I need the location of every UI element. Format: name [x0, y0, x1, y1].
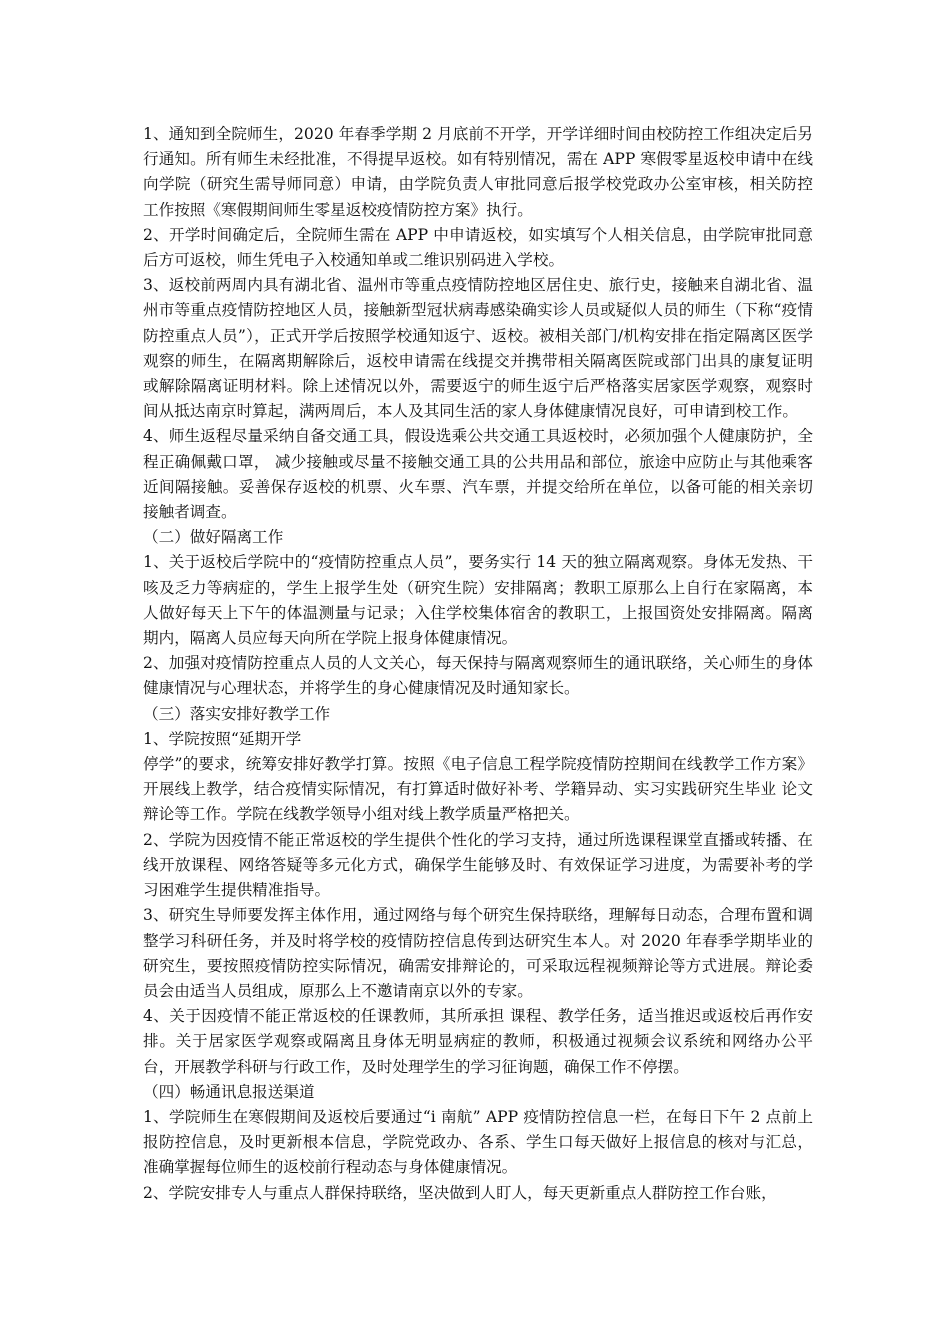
document-body — [143, 122, 813, 1206]
section-heading-isolation: （二）做好隔离工作 — [143, 528, 284, 547]
paragraph-4: 4、师生返程尽量采纳自备交通工具，假设选乘公共交通工具返校时，必须加强个人健康防护，全程正确佩戴口罩， 减少接触或尽量不接触交通工具的公共用品和部位，旅途中应防止与其他乘客近间隔接触。妥善保存返校的机票、火车票、汽车票，并提交给所在单位，以备可能的相关亲切接触者调查。 — [143, 427, 813, 522]
paragraph-teaching-4: 4、关于因疫情不能正常返校的任课教师，其所承担 课程、教学任务，适当推迟或返校后再作安排。关于居家医学观察或隔离且身体无明显病症的教师，积极通过视频会议系统和网络办公平台，开展教学科研与行政工作，及时处理学生的学习征询题，确保工作不停摆。 — [143, 1007, 813, 1076]
paragraph-teaching-2: 2、学院为因疫情不能正常返校的学生提供个性化的学习支持，通过所选课程课堂直播或转播、在线开放课程、网络答疑等多元化方式，确保学生能够及时、有效保证学习进度，为需要补考的学习困难学生提供精准指导。 — [143, 830, 813, 900]
paragraph-isolation-2: 2、加强对疫情防控重点人员的人文关心，每天保持与隔离观察师生的通讯联络，关心师生的身体健康情况与心理状态，并将学生的身心健康情况及时通知家长。 — [143, 654, 813, 698]
paragraph-2: 2、开学时间确定后，全院师生需在 APP 中申请返校，如实填写个人相关信息，由学院审批同意后方可返校，师生凭电子入校通知单或二维识别码进入学校。 — [143, 225, 813, 270]
paragraph-teaching-1b: 停学”的要求，统筹安排好教学打算。按照《电子信息工程学院疫情防控期间在线教学工作方案》开展线上教学，结合疫情实际情况，有打算适时做好补考、学籍异动、实习实践研究生毕业 论文辩论等工作。学院在线教学领导小组对线上教学质量严格把关。 — [143, 755, 813, 824]
paragraph-information-1: 1、学院师生在寒假期间及返校后要通过“i 南航” APP 疫情防控信息一栏，在每日下午 2 点前上报防控信息，及时更新根本信息，学院党政办、各系、学生口每天做好上报信息的核对与汇总， 准确掌握每位师生的返校前行程动态与身体健康情况。 — [143, 1107, 813, 1177]
paragraph-information-2: 2、学院安排专人与重点人群保持联络，坚决做到人盯人，每天更新重点人群防控工作台账， — [143, 1183, 777, 1202]
paragraph-3: 3、返校前两周内具有湖北省、温州市等重点疫情防控地区居住史、旅行史，接触来自湖北省、温州市等重点疫情防控地区人员，接触新型冠状病毒感染确实诊人员或疑似人员的师生（下称“疫情防控重点人员”），正式开学后按照学校通知返宁、返校。被相关部门/机构安排在指定隔离区医学观察的师生，在隔离期解除后，返校申请需在线提交并携带相关隔离医院或部门出具的康复证明或解除隔离证明材料。除上述情况以外，需要返宁的师生返宁后严格落实居家医学观察，观察时间从抵达南京时算起，满两周后，本人及其同生活的家人身体健康情况良好，可申请到校工作。 — [143, 276, 813, 421]
paragraph-teaching-1a: 1、学院按照“延期开学 — [143, 729, 302, 748]
paragraph-1: 1、通知到全院师生，2020 年春季学期 2 月底前不开学，开学详细时间由校防控工作组决定后另行通知。所有师生未经批准，不得提早返校。如有特别情况，需在 APP 寒假零星返校申请中在线向学院（研究生需导师同意）申请，由学院负责人审批同意后报学校党政办公室审核，相关防控工作按照《寒假期间师生零星返校疫情防控方案》执行。 — [143, 125, 813, 219]
paragraph-teaching-3: 3、研究生导师要发挥主体作用，通过网络与每个研究生保持联络，理解每日动态，合理布置和调整学习科研任务，并及时将学校的疫情防控信息传到达研究生本人。对 2020 年春季学期毕业的研究生，要按照疫情防控实际情况，确需安排辩论的，可采取远程视频辩论等方式进展。辩论委员会由适当人员组成，原那么上不邀请南京以外的专家。 — [143, 906, 813, 1000]
paragraph-isolation-1: 1、关于返校后学院中的“疫情防控重点人员”，要务实行 14 天的独立隔离观察。身体无发热、干咳及乏力等病症的，学生上报学生处（研究生院）安排隔离；教职工原那么上自行在家隔离，本人做好每天上下午的体温测量与记录；入住学校集体宿舍的教职工，上报国资处安排隔离。隔离期内，隔离人员应每天向所在学院上报身体健康情况。 — [143, 553, 813, 648]
section-heading-teaching: （三）落实安排好教学工作 — [143, 704, 331, 723]
section-heading-information: （四）畅通讯息报送渠道 — [143, 1082, 315, 1101]
